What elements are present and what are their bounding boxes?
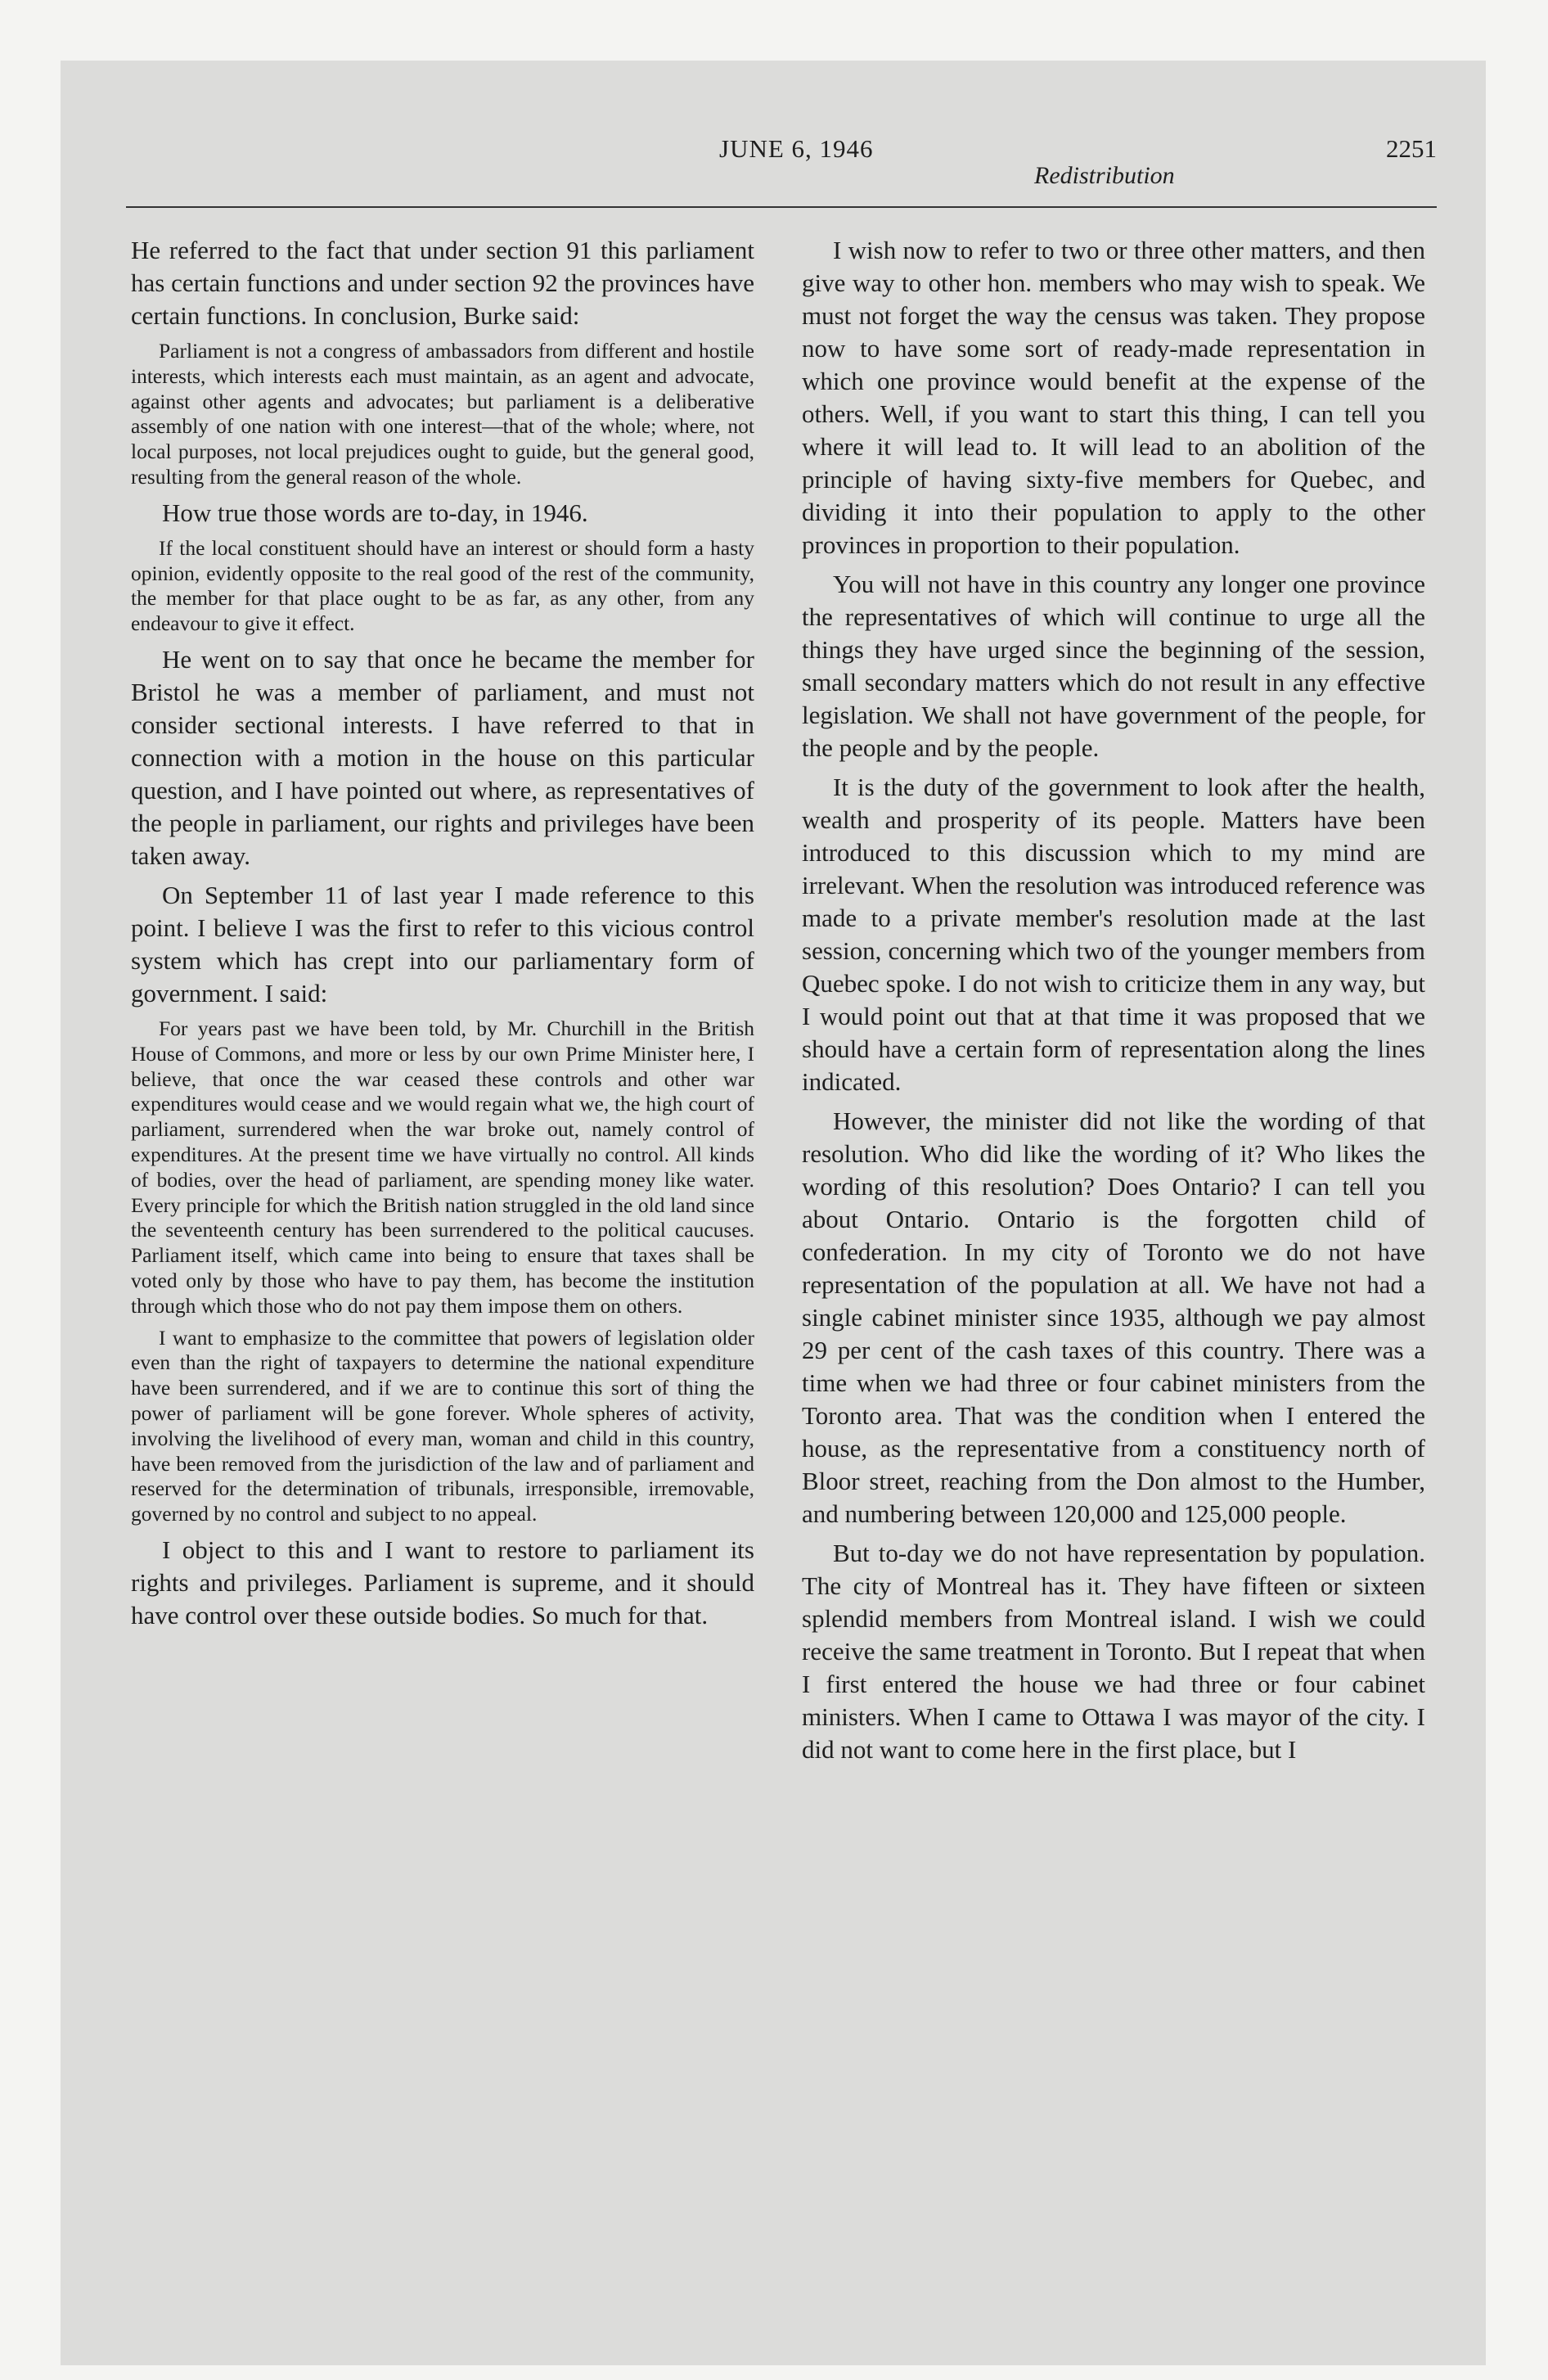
left-quote-1: Parliament is not a congress of ambassadors from different and hostile interests, which interests each must maintain, as an agent and advocate, against other agents and advocates; but parliament is a deliberative assembly of one nation with one interest—that of the whole; where, not local purposes, not local prejudices ought to guide, but the general good, resulting from the general reason of the whole. (131, 339, 754, 489)
page-header (126, 134, 1437, 189)
right-paragraph-2: You will not have in this country any longer one province the representatives of which will continue to urge all the things they have urged since the beginning of the session, small secondary matters which do not result in any effective legislation. We shall not have government of the people, for the people and by the people. (802, 570, 1425, 762)
right-paragraph-4: However, the minister did not like the wording of that resolution. Who did like the wording of it? Who likes the wording of this resolution? Does Ontario? I can tell you about Ontario. Ontario is the forgotten child of confederation. In my city of Toronto we do not have representation of the population at all. We have not had a single cabinet minister since 1935, although we pay almost 29 per cent of the cash taxes of this country. There was a time when we had three or four cabinet ministers from the Toronto area. That was the condition when I entered the house, as the representative from a constituency north of Bloor street, reaching from the Don almost to the Humber, and numbering between 120,000 and 125,000 people. (802, 1107, 1425, 1528)
left-paragraph-4: On September 11 of last year I made reference to this point. I believe I was the first to refer to this vicious control system which has crept into our parliamentary form of government. I said: (131, 880, 754, 1007)
left-paragraph-2: How true those words are to-day, in 1946. (162, 498, 588, 527)
left-paragraph-1: He referred to the fact that under section 91 this parliament has certain functions and under section 92 the provinces have certain functions. In conclusion, Burke said: (131, 236, 754, 330)
header-rule (126, 206, 1437, 208)
right-paragraph-1: I wish now to refer to two or three other matters, and then give way to other hon. members who may wish to speak. We must not forget the way the census was taken. They propose now to have some sort of ready-made representation in which one province would benefit at the expense of the others. Well, if you want to start this thing, I can tell you where it will lead to. It will lead to an abolition of the principle of having sixty-five members for Quebec, and dividing it into their population to apply to the other provinces in proportion to their population. (802, 236, 1425, 559)
header-date: JUNE 6, 1946 (719, 134, 874, 163)
header-section-title: Redistribution (1034, 162, 1175, 189)
right-column (802, 234, 1425, 1773)
left-quote-2: If the local constituent should have an interest or should form a hasty opinion, evidently opposite to the real good of the rest of the community, the member for that place ought to be as far, as any other, from any endeavour to give it effect. (131, 535, 754, 636)
left-quote-3: For years past we have been told, by Mr. Churchill in the British House of Commons, and more or less by our own Prime Minister here, I believe, that once the war ceased these controls and other war expenditures would cease and we would regain what we, the high court of parliament, surrendered when the war broke out, namely control of expenditures. At the present time we have virtually no control. All kinds of bodies, over the head of parliament, are spending money like water. Every principle for which the British nation struggled in the old land since the seventeenth century has been surrendered to the political caucuses. Parliament itself, which came into being to ensure that taxes shall be voted only by those who have to pay them, has become the institution through which those who do not pay them impose them on others. (131, 1016, 754, 1318)
right-paragraph-3: It is the duty of the government to look after the health, wealth and prosperity of its people. Matters have been introduced to this discussion which to my mind are irrelevant. When the resolution was introduced reference was made to a private member's resolution made at the last session, concerning which two of the younger members from Quebec spoke. I do not wish to criticize them in any way, but I would point out that at that time it was proposed that we should have a certain form of representation along the lines indicated. (802, 773, 1425, 1096)
left-paragraph-3: He went on to say that once he became the member for Bristol he was a member of parliament, and must not consider sectional interests. I have referred to that in connection with a motion in the house on this particular question, and I have pointed out where, as representatives of the people in parliament, our rights and privileges have been taken away. (131, 644, 754, 870)
right-paragraph-5: But to-day we do not have representation by population. The city of Montreal has it. They have fifteen or sixteen splendid members from Montreal island. I wish we could receive the same treatment in Toronto. But I repeat that when I first entered the house we had three or four cabinet ministers. When I came to Ottawa I was mayor of the city. I did not want to come here in the first place, but I (802, 1539, 1425, 1764)
left-column (131, 234, 754, 1639)
left-paragraph-5: I object to this and I want to restore to parliament its rights and privileges. Parliament is supreme, and it should have control over these outside bodies. So much for that. (131, 1535, 754, 1629)
header-page-number: 2251 (1386, 134, 1437, 163)
document-page (61, 61, 1486, 2365)
left-quote-4: I want to emphasize to the committee that powers of legislation older even than the right of taxpayers to determine the national expenditure have been surrendered, and if we are to continue this sort of thing the power of parliament will be gone forever. Whole spheres of activity, involving the livelihood of every man, woman and child in this country, have been removed from the jurisdiction of the law and of parliament and reserved for the determination of tribunals, irresponsible, irremovable, governed by no control and subject to no appeal. (131, 1325, 754, 1526)
